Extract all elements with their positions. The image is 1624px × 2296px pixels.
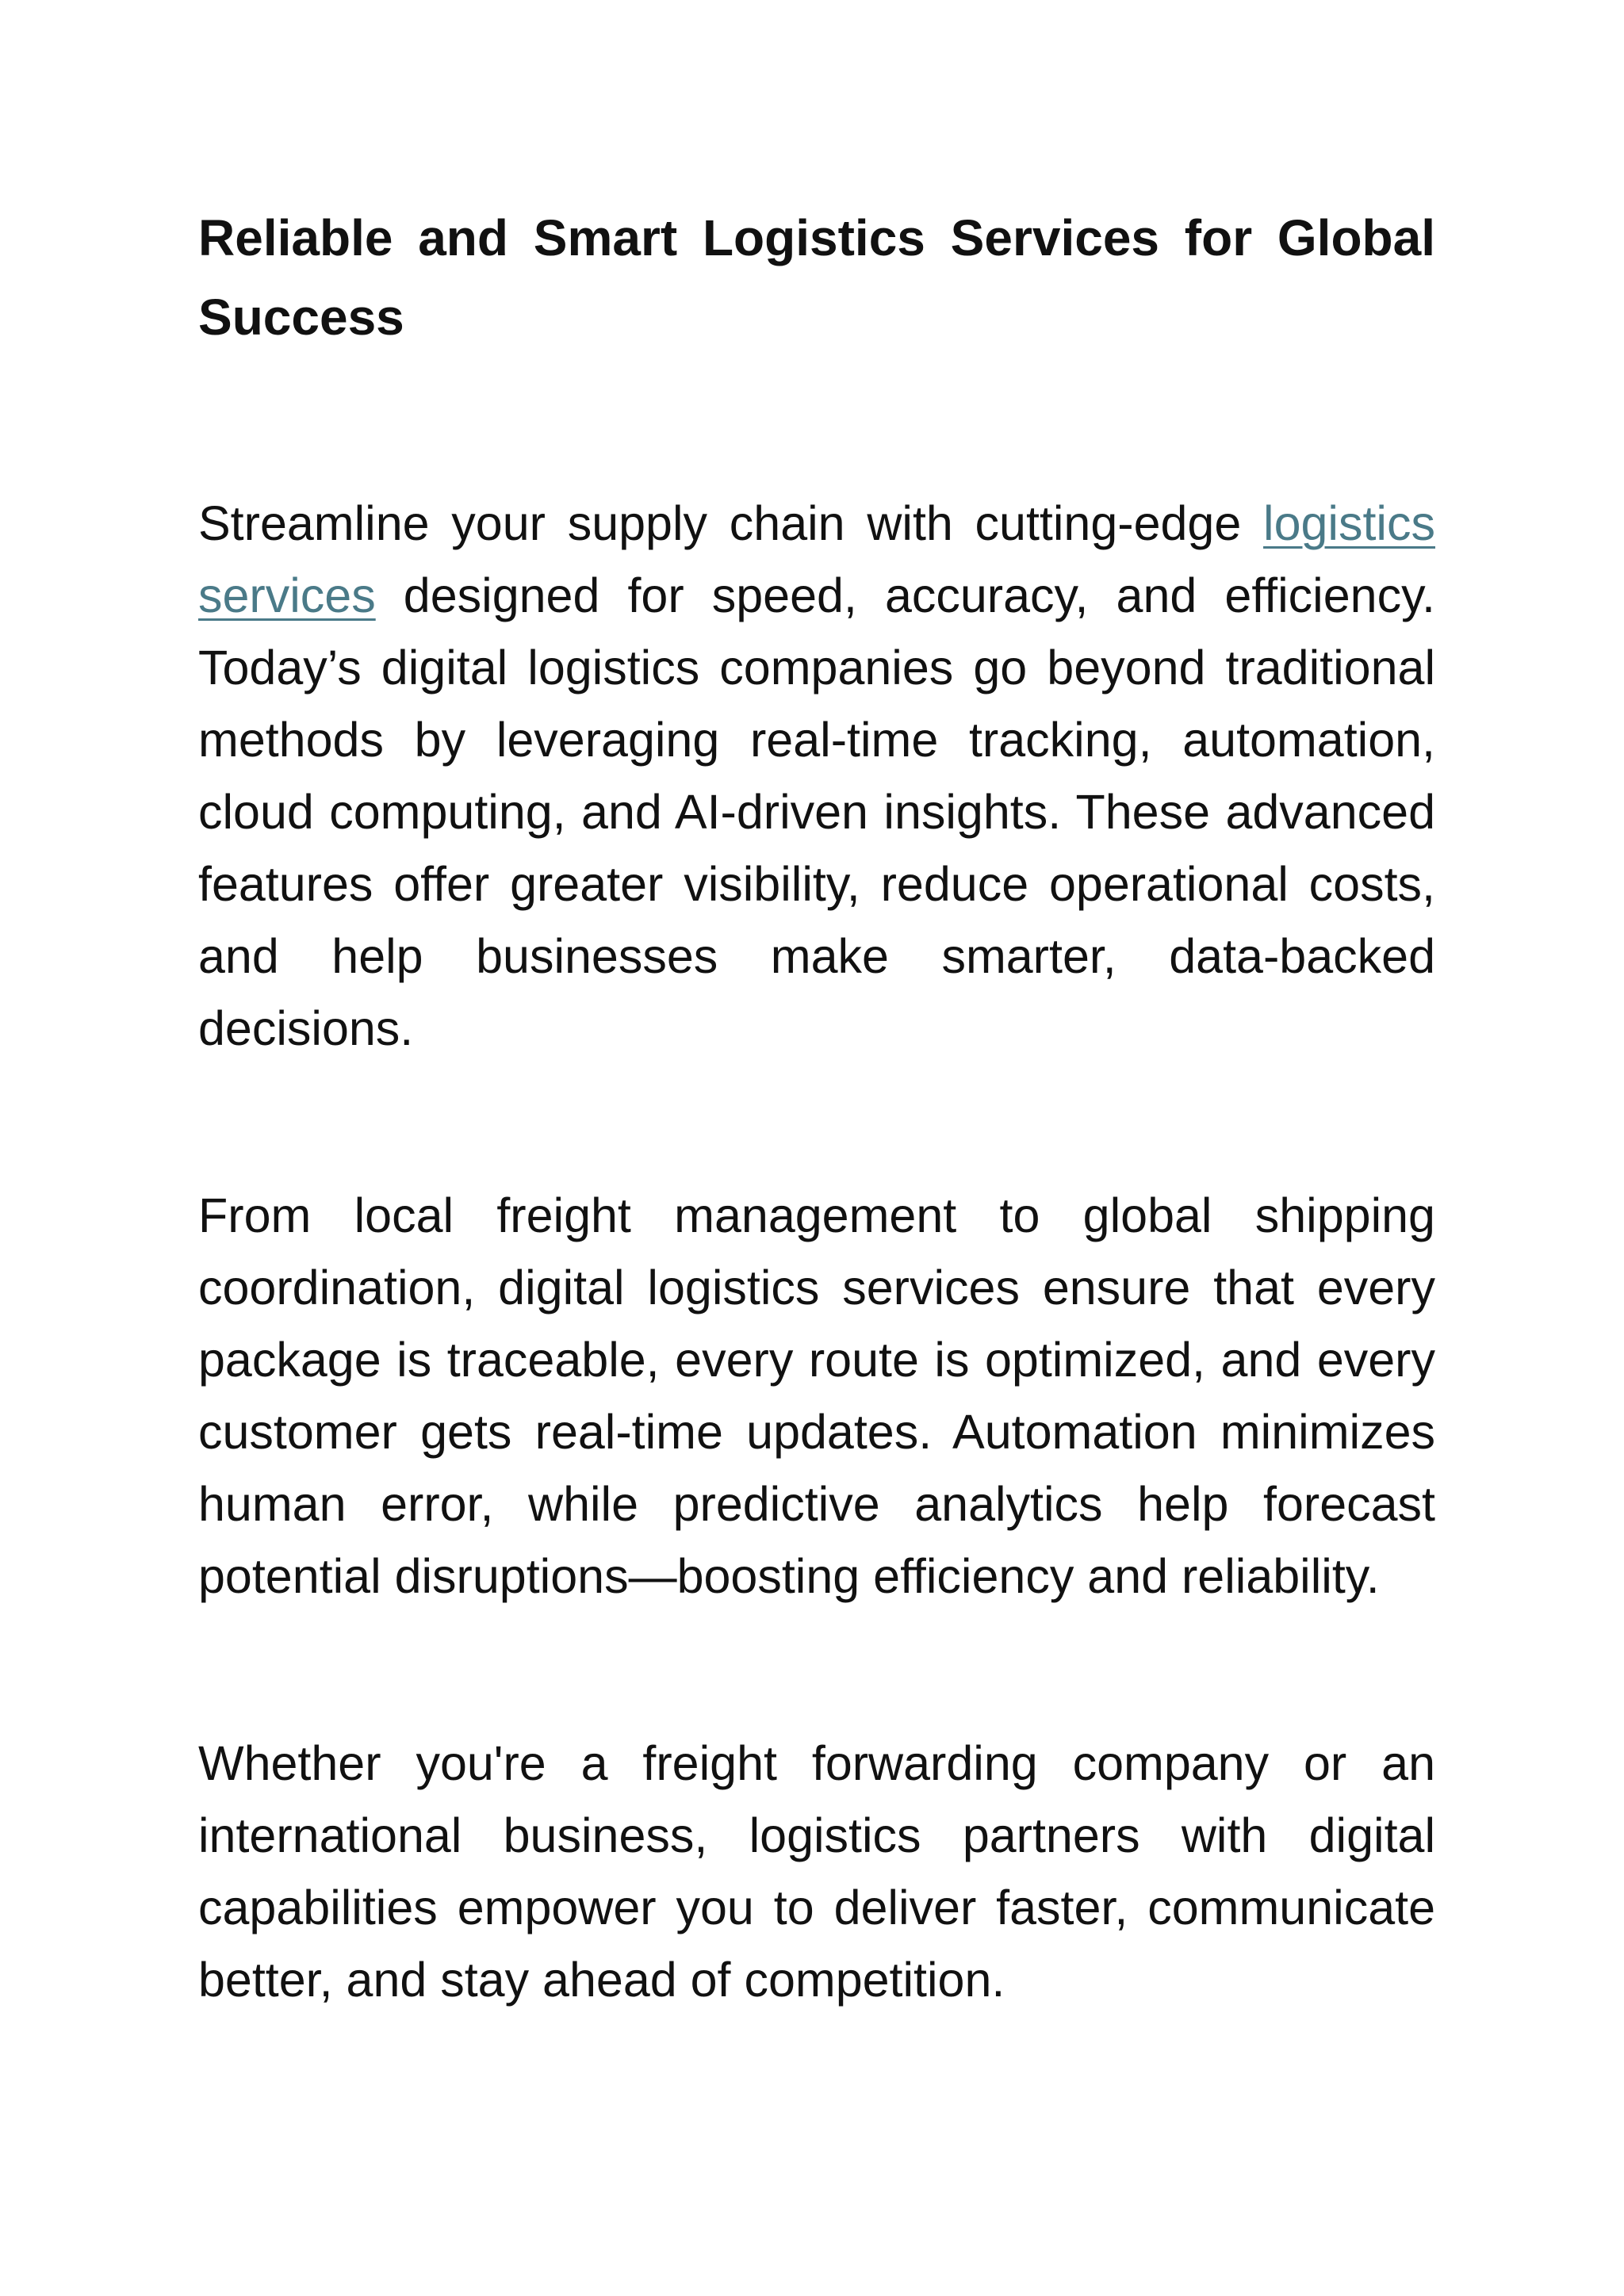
paragraph-intro-lead: Streamline your supply chain with cutting-edge xyxy=(198,496,1264,550)
page-title: Reliable and Smart Logistics Services for Global Success xyxy=(198,209,1435,346)
paragraph-freight: From local freight management to global shipping coordination, digital logistics services ensure that every package is traceable, every route is optimized, and every customer gets real-time updates. Automation minimizes human error, while predictive analytics help forecast potential disruptions—boosting efficiency and reliability. xyxy=(198,1188,1435,1603)
document-page xyxy=(198,0,1435,2016)
paragraph-partners: Whether you're a freight forwarding company or an international business, logistics partners with digital capabilities empower you to deliver faster, communicate better, and stay ahead of competition. xyxy=(198,1736,1435,2007)
paragraph-intro-rest: designed for speed, accuracy, and efficiency. Today’s digital logistics companies go beyond traditional methods by leveraging real-time tracking, automation, cloud computing, and AI-driven insights. These advanced features offer greater visibility, reduce operational costs, and help businesses make smarter, data-backed decisions. xyxy=(198,568,1435,1055)
paragraph-intro xyxy=(198,488,1435,1065)
logistics-services-link[interactable]: logistics services xyxy=(198,496,1435,622)
